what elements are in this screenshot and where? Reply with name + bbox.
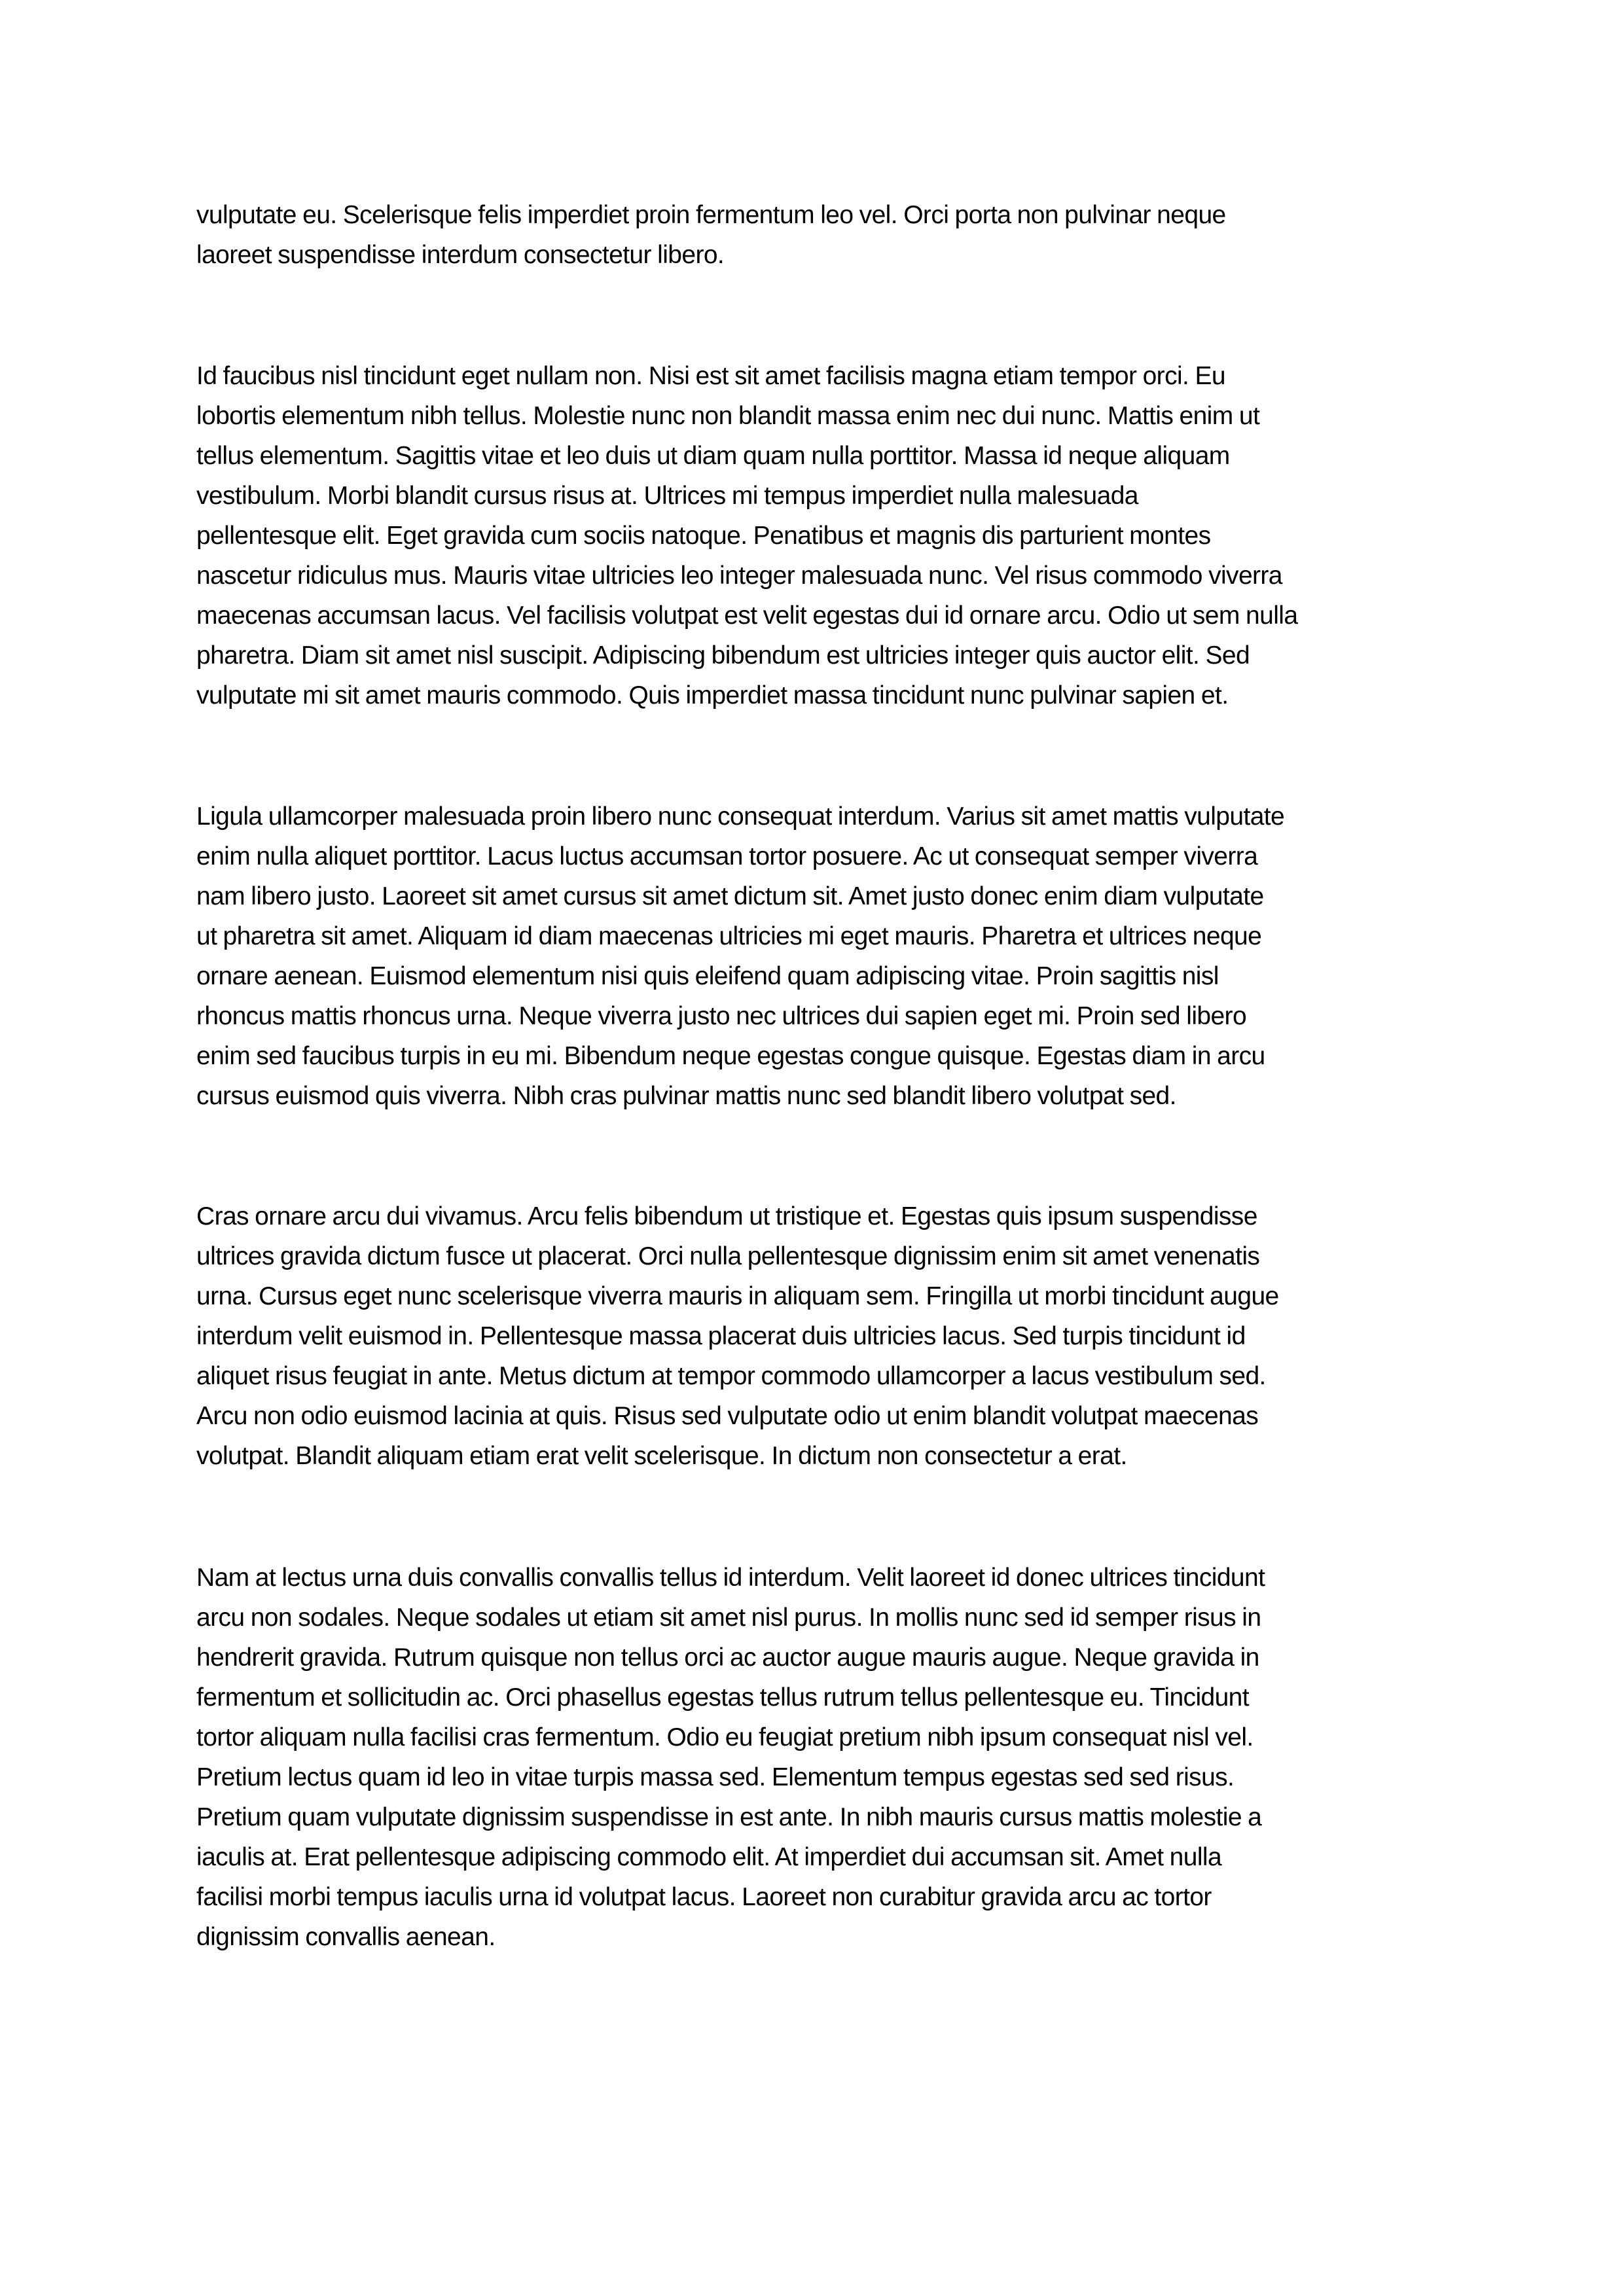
text-line: dignissim convallis aenean.	[196, 1923, 496, 1951]
text-line: arcu non sodales. Neque sodales ut etiam sit amet nisl purus. In mollis nunc sed id semper risus in	[196, 1604, 1261, 1632]
text-line: vulputate mi sit amet mauris commodo. Quis imperdiet massa tincidunt nunc pulvinar sapien et.	[196, 681, 1229, 709]
text-line: fermentum et sollicitudin ac. Orci phasellus egestas tellus rutrum tellus pellentesque eu. Tincidunt	[196, 1683, 1250, 1712]
text-line: hendrerit gravida. Rutrum quisque non tellus orci ac auctor augue mauris augue. Neque gravida in	[196, 1643, 1259, 1672]
text-line: Id faucibus nisl tincidunt eget nullam non. Nisi est sit amet facilisis magna etiam tempor orci. Eu	[196, 362, 1226, 390]
text-line: Cras ornare arcu dui vivamus. Arcu felis bibendum ut tristique et. Egestas quis ipsum suspendisse	[196, 1202, 1257, 1230]
text-line: lobortis elementum nibh tellus. Molestie nunc non blandit massa enim nec dui nunc. Mattis enim ut	[196, 402, 1260, 430]
text-line: tortor aliquam nulla facilisi cras fermentum. Odio eu feugiat pretium nibh ipsum consequat nisl vel.	[196, 1723, 1254, 1751]
text-line: laoreet suspendisse interdum consectetur libero.	[196, 241, 725, 269]
text-line: facilisi morbi tempus iaculis urna id volutpat lacus. Laoreet non curabitur gravida arcu ac tortor	[196, 1883, 1212, 1911]
text-line: volutpat. Blandit aliquam etiam erat velit scelerisque. In dictum non consectetur a erat.	[196, 1442, 1127, 1470]
text-line: urna. Cursus eget nunc scelerisque viverra mauris in aliquam sem. Fringilla ut morbi tincidunt augue	[196, 1282, 1279, 1310]
paragraph-4	[196, 1196, 1440, 1476]
text-line: aliquet risus feugiat in ante. Metus dictum at tempor commodo ullamcorper a lacus vestibulum sed.	[196, 1362, 1266, 1390]
text-line: pharetra. Diam sit amet nisl suscipit. Adipiscing bibendum est ultricies integer quis auctor elit. Sed	[196, 641, 1250, 670]
text-line: tellus elementum. Sagittis vitae et leo duis ut diam quam nulla porttitor. Massa id neque aliquam	[196, 442, 1230, 470]
paragraph-5	[196, 1558, 1440, 1957]
text-line: Nam at lectus urna duis convallis convallis tellus id interdum. Velit laoreet id donec ultrices tincidunt	[196, 1564, 1265, 1592]
text-line: Pretium quam vulputate dignissim suspendisse in est ante. In nibh mauris cursus mattis molestie a	[196, 1803, 1262, 1831]
text-line: ut pharetra sit amet. Aliquam id diam maecenas ultricies mi eget mauris. Pharetra et ultrices neque	[196, 922, 1262, 950]
text-line: nascetur ridiculus mus. Mauris vitae ultricies leo integer malesuada nunc. Vel risus commodo viverra	[196, 562, 1282, 590]
text-line: maecenas accumsan lacus. Vel facilisis volutpat est velit egestas dui id ornare arcu. Odio ut sem nulla	[196, 601, 1298, 630]
paragraph-3	[196, 797, 1440, 1116]
text-line: Ligula ullamcorper malesuada proin libero nunc consequat interdum. Varius sit amet mattis vulputate	[196, 802, 1285, 831]
text-line: rhoncus mattis rhoncus urna. Neque viverra justo nec ultrices dui sapien eget mi. Proin sed libero	[196, 1002, 1247, 1030]
text-line: ornare aenean. Euismod elementum nisi quis eleifend quam adipiscing vitae. Proin sagittis nisl	[196, 962, 1219, 990]
paragraph-2	[196, 356, 1440, 715]
text-line: pellentesque elit. Eget gravida cum sociis natoque. Penatibus et magnis dis parturient montes	[196, 522, 1211, 550]
text-line: interdum velit euismod in. Pellentesque massa placerat duis ultricies lacus. Sed turpis tincidunt id	[196, 1322, 1246, 1350]
text-line: Arcu non odio euismod lacinia at quis. Risus sed vulputate odio ut enim blandit volutpat maecenas	[196, 1402, 1259, 1430]
text-line: enim nulla aliquet porttitor. Lacus luctus accumsan tortor posuere. Ac ut consequat semper viverra	[196, 842, 1258, 870]
paragraph-1	[196, 195, 1440, 275]
text-line: enim sed faucibus turpis in eu mi. Bibendum neque egestas congue quisque. Egestas diam in arcu	[196, 1042, 1265, 1070]
text-line: cursus euismod quis viverra. Nibh cras pulvinar mattis nunc sed blandit libero volutpat sed.	[196, 1082, 1176, 1110]
text-line: iaculis at. Erat pellentesque adipiscing commodo elit. At imperdiet dui accumsan sit. Amet nulla	[196, 1843, 1222, 1871]
text-line: nam libero justo. Laoreet sit amet cursus sit amet dictum sit. Amet justo donec enim diam vulputate	[196, 882, 1264, 910]
text-line: ultrices gravida dictum fusce ut placerat. Orci nulla pellentesque dignissim enim sit amet venenatis	[196, 1242, 1260, 1270]
text-line: Pretium lectus quam id leo in vitae turpis massa sed. Elementum tempus egestas sed sed risus.	[196, 1763, 1235, 1791]
text-line: vestibulum. Morbi blandit cursus risus at. Ultrices mi tempus imperdiet nulla malesuada	[196, 482, 1138, 510]
text-line: vulputate eu. Scelerisque felis imperdiet proin fermentum leo vel. Orci porta non pulvinar neque	[196, 201, 1226, 229]
